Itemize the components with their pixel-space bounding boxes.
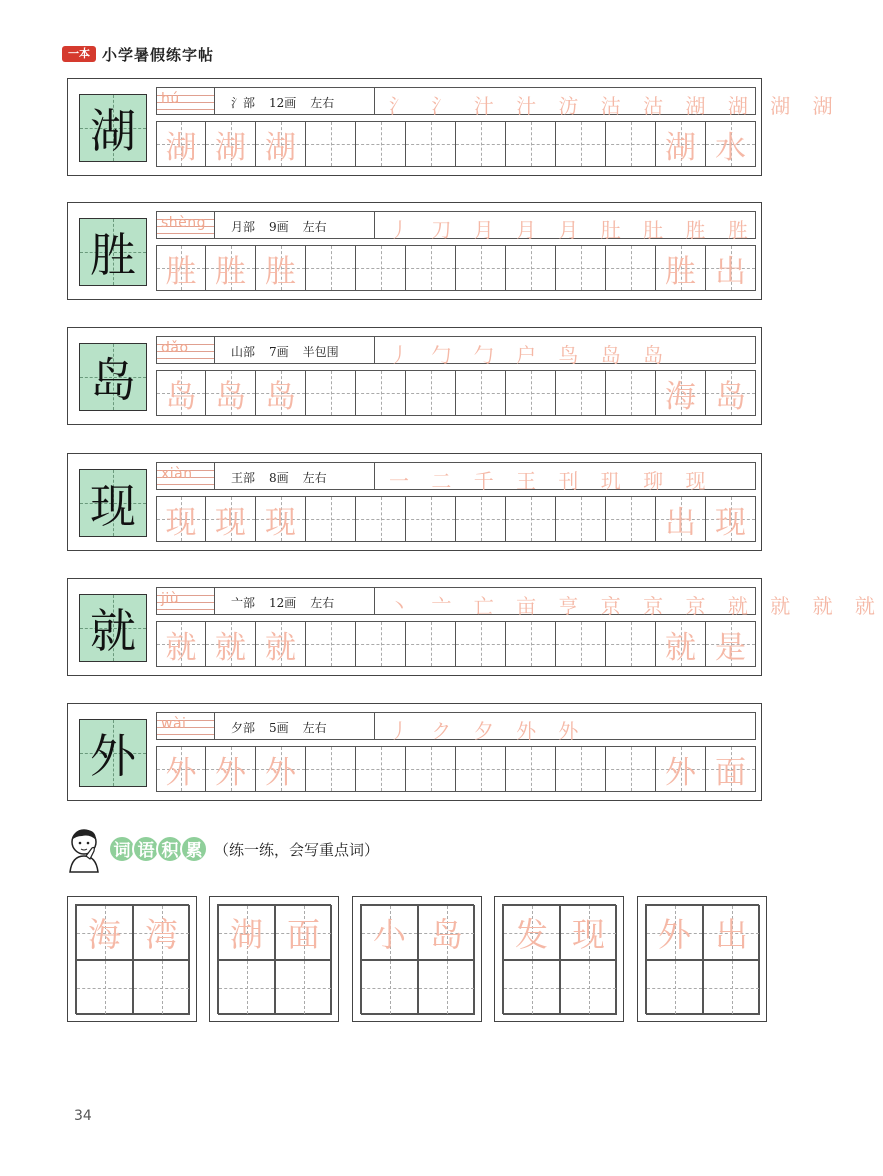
character-info: [156, 211, 756, 242]
structure: 左右: [302, 471, 327, 485]
trace-character: 海: [665, 378, 696, 415]
practice-cell[interactable]: [206, 121, 256, 167]
pinyin-box: [157, 588, 215, 614]
page-header: [62, 44, 214, 64]
practice-cell[interactable]: [306, 370, 356, 416]
practice-cell[interactable]: [506, 496, 556, 542]
vocab-cell[interactable]: [218, 960, 275, 1015]
radical: 夕部: [231, 721, 256, 735]
vocab-trace-character: 岛: [430, 915, 463, 954]
practice-cell[interactable]: [156, 370, 206, 416]
trace-character: [406, 371, 455, 415]
structure: 左右: [310, 596, 335, 610]
character-row: [67, 453, 762, 551]
practice-cell[interactable]: [506, 245, 556, 291]
stroke-order-area: [374, 212, 756, 242]
practice-cell[interactable]: [356, 746, 406, 792]
stroke-count: 12画: [269, 96, 297, 110]
trace-character: 现: [715, 504, 746, 541]
vocab-word-box: [637, 896, 767, 1022]
vocab-title-char: 累: [180, 835, 208, 863]
character-meta: [231, 719, 341, 736]
vocab-title-char: 语: [132, 835, 160, 863]
trace-character: 岛: [265, 378, 296, 415]
practice-cell[interactable]: [556, 121, 606, 167]
trace-character: [506, 747, 555, 791]
trace-character: [306, 371, 355, 415]
pinyin: hú: [161, 91, 180, 107]
character-info: [156, 587, 883, 618]
character-info: [156, 336, 756, 367]
radical: 月部: [231, 220, 256, 234]
character-row: [67, 578, 883, 676]
practice-cell[interactable]: [656, 621, 706, 667]
model-character: 湖: [90, 104, 136, 158]
trace-character: 外: [265, 754, 296, 791]
practice-cell[interactable]: [256, 121, 306, 167]
pinyin-box: [157, 88, 215, 114]
practice-cell[interactable]: [556, 245, 606, 291]
vocab-trace-character: 小: [373, 915, 406, 954]
practice-cell[interactable]: [156, 496, 206, 542]
vocab-cell[interactable]: [560, 960, 617, 1015]
practice-cell[interactable]: [506, 370, 556, 416]
practice-cell[interactable]: [256, 746, 306, 792]
trace-character: [406, 747, 455, 791]
practice-cell[interactable]: [356, 370, 406, 416]
character-row: [67, 78, 841, 176]
vocab-trace-character: 出: [715, 915, 748, 954]
model-character: 胜: [90, 228, 136, 282]
character-meta: [231, 94, 348, 111]
radical: 亠部: [231, 596, 256, 610]
practice-cell[interactable]: [456, 370, 506, 416]
trace-character: 面: [715, 754, 746, 791]
character-row: [67, 703, 762, 801]
model-character: 现: [90, 479, 136, 533]
trace-character: 出: [715, 253, 746, 290]
practice-cell[interactable]: [606, 370, 656, 416]
stroke-order-area: [374, 88, 841, 118]
character-meta: [231, 594, 348, 611]
vocab-title: [108, 835, 204, 863]
vocab-trace-character: 面: [287, 915, 320, 954]
practice-cell[interactable]: [356, 496, 406, 542]
model-character-box: [79, 94, 147, 162]
trace-character: 现: [165, 504, 197, 541]
stroke-count: 9画: [269, 220, 289, 234]
practice-cell[interactable]: [356, 121, 406, 167]
character-meta: [231, 469, 341, 486]
practice-cell[interactable]: [656, 121, 706, 167]
pinyin-box: [157, 713, 215, 739]
trace-character: 岛: [215, 378, 246, 415]
vocab-trace-character: 外: [658, 915, 691, 954]
trace-character: [606, 747, 655, 791]
practice-cell[interactable]: [256, 370, 306, 416]
vocab-word-box: [494, 896, 624, 1022]
vocab-cell[interactable]: [703, 960, 760, 1015]
trace-character: [556, 122, 605, 166]
vocab-cell[interactable]: [560, 905, 617, 960]
pinyin: wài: [161, 716, 187, 732]
practice-cell[interactable]: [456, 245, 506, 291]
practice-cell[interactable]: [256, 496, 306, 542]
stroke-order: 丿 ク 夕 外 外: [389, 719, 587, 743]
trace-character: 胜: [165, 253, 197, 290]
model-character-box: [79, 343, 147, 411]
vocab-cell[interactable]: [133, 960, 190, 1015]
trace-character: 外: [165, 754, 197, 791]
practice-cell[interactable]: [706, 121, 756, 167]
practice-cell[interactable]: [206, 245, 256, 291]
boy-thinking-icon: [62, 826, 106, 872]
trace-character: 湖: [665, 129, 696, 166]
practice-cell[interactable]: [606, 121, 656, 167]
trace-character: [456, 497, 505, 541]
vocab-trace-character: 湾: [145, 915, 178, 954]
stroke-order-area: [374, 337, 755, 367]
stroke-order: 丿 刀 月 月 月 肚 肚 胜 胜: [389, 218, 756, 242]
vocab-cell[interactable]: [76, 905, 133, 960]
vocab-cell[interactable]: [703, 905, 760, 960]
trace-character: [456, 747, 505, 791]
vocab-title-char: 积: [156, 835, 184, 863]
model-character-box: [79, 719, 147, 787]
trace-character: [356, 497, 405, 541]
trace-character: 岛: [165, 378, 197, 415]
practice-cell[interactable]: [206, 370, 256, 416]
trace-character: [456, 122, 505, 166]
practice-cell[interactable]: [656, 370, 706, 416]
stroke-count: 5画: [269, 721, 289, 735]
trace-character: 出: [665, 504, 696, 541]
trace-character: [556, 246, 605, 290]
trace-character: 湖: [265, 129, 296, 166]
vocab-word-box: [209, 896, 339, 1022]
trace-character: [356, 122, 405, 166]
trace-character: [356, 622, 405, 666]
practice-cell[interactable]: [706, 496, 756, 542]
stroke-order-area: [374, 463, 755, 493]
practice-cell[interactable]: [206, 496, 256, 542]
practice-cell[interactable]: [556, 621, 606, 667]
radical: 氵部: [231, 96, 256, 110]
trace-character: [506, 622, 555, 666]
structure: 左右: [310, 96, 335, 110]
vocab-cell[interactable]: [361, 905, 418, 960]
practice-cell[interactable]: [706, 370, 756, 416]
pinyin: jiù: [161, 591, 180, 607]
practice-cell[interactable]: [356, 621, 406, 667]
trace-character: [606, 622, 655, 666]
trace-character: 胜: [265, 253, 296, 290]
pinyin-box: [157, 212, 215, 238]
structure: 半包围: [302, 345, 339, 359]
vocab-cell[interactable]: [275, 905, 332, 960]
vocab-cell[interactable]: [503, 960, 560, 1015]
trace-character: [306, 246, 355, 290]
trace-character: 就: [265, 629, 296, 666]
practice-cell[interactable]: [256, 245, 306, 291]
trace-character: [406, 497, 455, 541]
trace-character: 现: [215, 504, 246, 541]
practice-cell[interactable]: [556, 496, 606, 542]
practice-cell[interactable]: [506, 621, 556, 667]
practice-cell[interactable]: [306, 621, 356, 667]
character-info: [156, 462, 756, 493]
practice-cell[interactable]: [606, 621, 656, 667]
vocab-subtitle: （练一练，会写重点词）: [214, 840, 380, 859]
practice-cell[interactable]: [306, 245, 356, 291]
vocab-title-char: 词: [108, 835, 136, 863]
trace-character: 就: [665, 629, 696, 666]
pinyin-box: [157, 337, 215, 363]
radical: 王部: [231, 471, 256, 485]
book-title: 小学暑假练字帖: [102, 45, 215, 64]
practice-cell[interactable]: [656, 245, 706, 291]
practice-grid: [156, 245, 756, 291]
practice-cell[interactable]: [156, 121, 206, 167]
vocab-cell[interactable]: [275, 960, 332, 1015]
character-row: [67, 327, 762, 425]
practice-cell[interactable]: [456, 121, 506, 167]
vocab-word-box: [352, 896, 482, 1022]
vocab-word-grid: [360, 904, 474, 1014]
practice-cell[interactable]: [406, 496, 456, 542]
trace-character: [306, 622, 355, 666]
vocab-cell[interactable]: [418, 905, 475, 960]
vocab-header: [62, 826, 379, 872]
character-meta: [231, 343, 353, 360]
practice-cell[interactable]: [706, 621, 756, 667]
trace-character: [506, 497, 555, 541]
stroke-order-area: [374, 588, 883, 618]
trace-character: [406, 122, 455, 166]
character-info: [156, 712, 756, 743]
model-character-box: [79, 594, 147, 662]
page-number: 34: [74, 1108, 92, 1124]
trace-character: 湖: [215, 129, 246, 166]
vocab-word-box: [67, 896, 197, 1022]
practice-cell[interactable]: [306, 746, 356, 792]
trace-character: 外: [215, 754, 246, 791]
vocab-word-grid: [217, 904, 331, 1014]
vocab-cell[interactable]: [503, 905, 560, 960]
trace-character: 外: [665, 754, 696, 791]
stroke-count: 7画: [269, 345, 289, 359]
practice-cell[interactable]: [206, 746, 256, 792]
trace-character: 水: [715, 129, 746, 166]
vocab-cell[interactable]: [361, 960, 418, 1015]
character-info: [156, 87, 841, 118]
trace-character: [356, 246, 405, 290]
practice-cell[interactable]: [556, 370, 606, 416]
practice-cell[interactable]: [656, 496, 706, 542]
practice-cell[interactable]: [456, 496, 506, 542]
trace-character: [456, 371, 505, 415]
practice-cell[interactable]: [406, 370, 456, 416]
character-meta: [231, 218, 341, 235]
practice-cell[interactable]: [606, 496, 656, 542]
practice-cell[interactable]: [456, 746, 506, 792]
practice-cell[interactable]: [306, 121, 356, 167]
trace-character: [356, 371, 405, 415]
trace-character: [556, 497, 605, 541]
practice-cell[interactable]: [406, 245, 456, 291]
vocab-trace-character: 湖: [230, 915, 263, 954]
vocab-trace-character: 现: [572, 915, 605, 954]
practice-cell[interactable]: [706, 746, 756, 792]
vocab-cell[interactable]: [646, 905, 703, 960]
trace-character: [406, 246, 455, 290]
practice-cell[interactable]: [256, 621, 306, 667]
trace-character: [406, 622, 455, 666]
vocab-cell[interactable]: [133, 905, 190, 960]
model-character-box: [79, 469, 147, 537]
trace-character: 就: [215, 629, 246, 666]
stroke-order: 氵 氵 汁 汁 汸 沽 沽 湖 湖 湖 湖: [389, 94, 841, 118]
pinyin-box: [157, 463, 215, 489]
practice-cell[interactable]: [606, 746, 656, 792]
practice-cell[interactable]: [606, 245, 656, 291]
trace-character: 胜: [215, 253, 246, 290]
stroke-order: 一 二 千 王 刊 玑 珋 现: [389, 469, 714, 493]
vocab-word-grid: [645, 904, 759, 1014]
brand-badge: 一本: [62, 46, 96, 62]
model-character-box: [79, 218, 147, 286]
trace-character: [556, 622, 605, 666]
trace-character: [556, 371, 605, 415]
structure: 左右: [302, 721, 327, 735]
trace-character: [306, 497, 355, 541]
stroke-order: 丿 勹 勹 户 鸟 岛 岛: [389, 343, 672, 367]
practice-grid: [156, 121, 756, 167]
vocab-cell[interactable]: [646, 960, 703, 1015]
trace-character: [606, 371, 655, 415]
trace-character: [606, 246, 655, 290]
vocab-word-grid: [502, 904, 616, 1014]
pinyin: xiàn: [161, 466, 193, 482]
model-character: 外: [90, 729, 136, 783]
radical: 山部: [231, 345, 256, 359]
trace-character: 现: [265, 504, 296, 541]
character-row: [67, 202, 762, 300]
trace-character: 就: [165, 629, 197, 666]
practice-cell[interactable]: [356, 245, 406, 291]
trace-character: [456, 622, 505, 666]
vocab-word-grid: [75, 904, 189, 1014]
trace-character: [506, 246, 555, 290]
pinyin: dǎo: [161, 340, 189, 356]
stroke-order-area: [374, 713, 755, 743]
pinyin: shèng: [161, 215, 207, 231]
practice-cell[interactable]: [406, 621, 456, 667]
practice-grid: [156, 370, 756, 416]
stroke-count: 12画: [269, 596, 297, 610]
vocab-trace-character: 发: [515, 915, 548, 954]
trace-character: 胜: [665, 253, 696, 290]
trace-character: [356, 747, 405, 791]
trace-character: [506, 371, 555, 415]
practice-grid: [156, 496, 756, 542]
practice-cell[interactable]: [206, 621, 256, 667]
practice-grid: [156, 746, 756, 792]
trace-character: 湖: [165, 129, 197, 166]
structure: 左右: [302, 220, 327, 234]
practice-cell[interactable]: [306, 496, 356, 542]
practice-cell[interactable]: [506, 121, 556, 167]
practice-cell[interactable]: [156, 621, 206, 667]
practice-cell[interactable]: [156, 245, 206, 291]
practice-cell[interactable]: [406, 746, 456, 792]
trace-character: 是: [715, 629, 746, 666]
vocab-trace-character: 海: [88, 915, 121, 954]
vocab-cell[interactable]: [418, 960, 475, 1015]
practice-cell[interactable]: [656, 746, 706, 792]
stroke-count: 8画: [269, 471, 289, 485]
trace-character: [606, 122, 655, 166]
practice-cell[interactable]: [706, 245, 756, 291]
practice-cell[interactable]: [456, 621, 506, 667]
model-character: 就: [90, 604, 136, 658]
trace-character: [506, 122, 555, 166]
trace-character: [456, 246, 505, 290]
practice-cell[interactable]: [506, 746, 556, 792]
practice-cell[interactable]: [406, 121, 456, 167]
vocab-cell[interactable]: [218, 905, 275, 960]
trace-character: 岛: [715, 378, 746, 415]
trace-character: [306, 747, 355, 791]
stroke-order: 丶 亠 亡 亩 亨 京 京 京 就 就 就 就: [389, 594, 883, 618]
trace-character: [556, 747, 605, 791]
vocab-cell[interactable]: [76, 960, 133, 1015]
practice-grid: [156, 621, 756, 667]
practice-cell[interactable]: [556, 746, 606, 792]
trace-character: [306, 122, 355, 166]
trace-character: [606, 497, 655, 541]
model-character: 岛: [90, 353, 136, 407]
practice-cell[interactable]: [156, 746, 206, 792]
